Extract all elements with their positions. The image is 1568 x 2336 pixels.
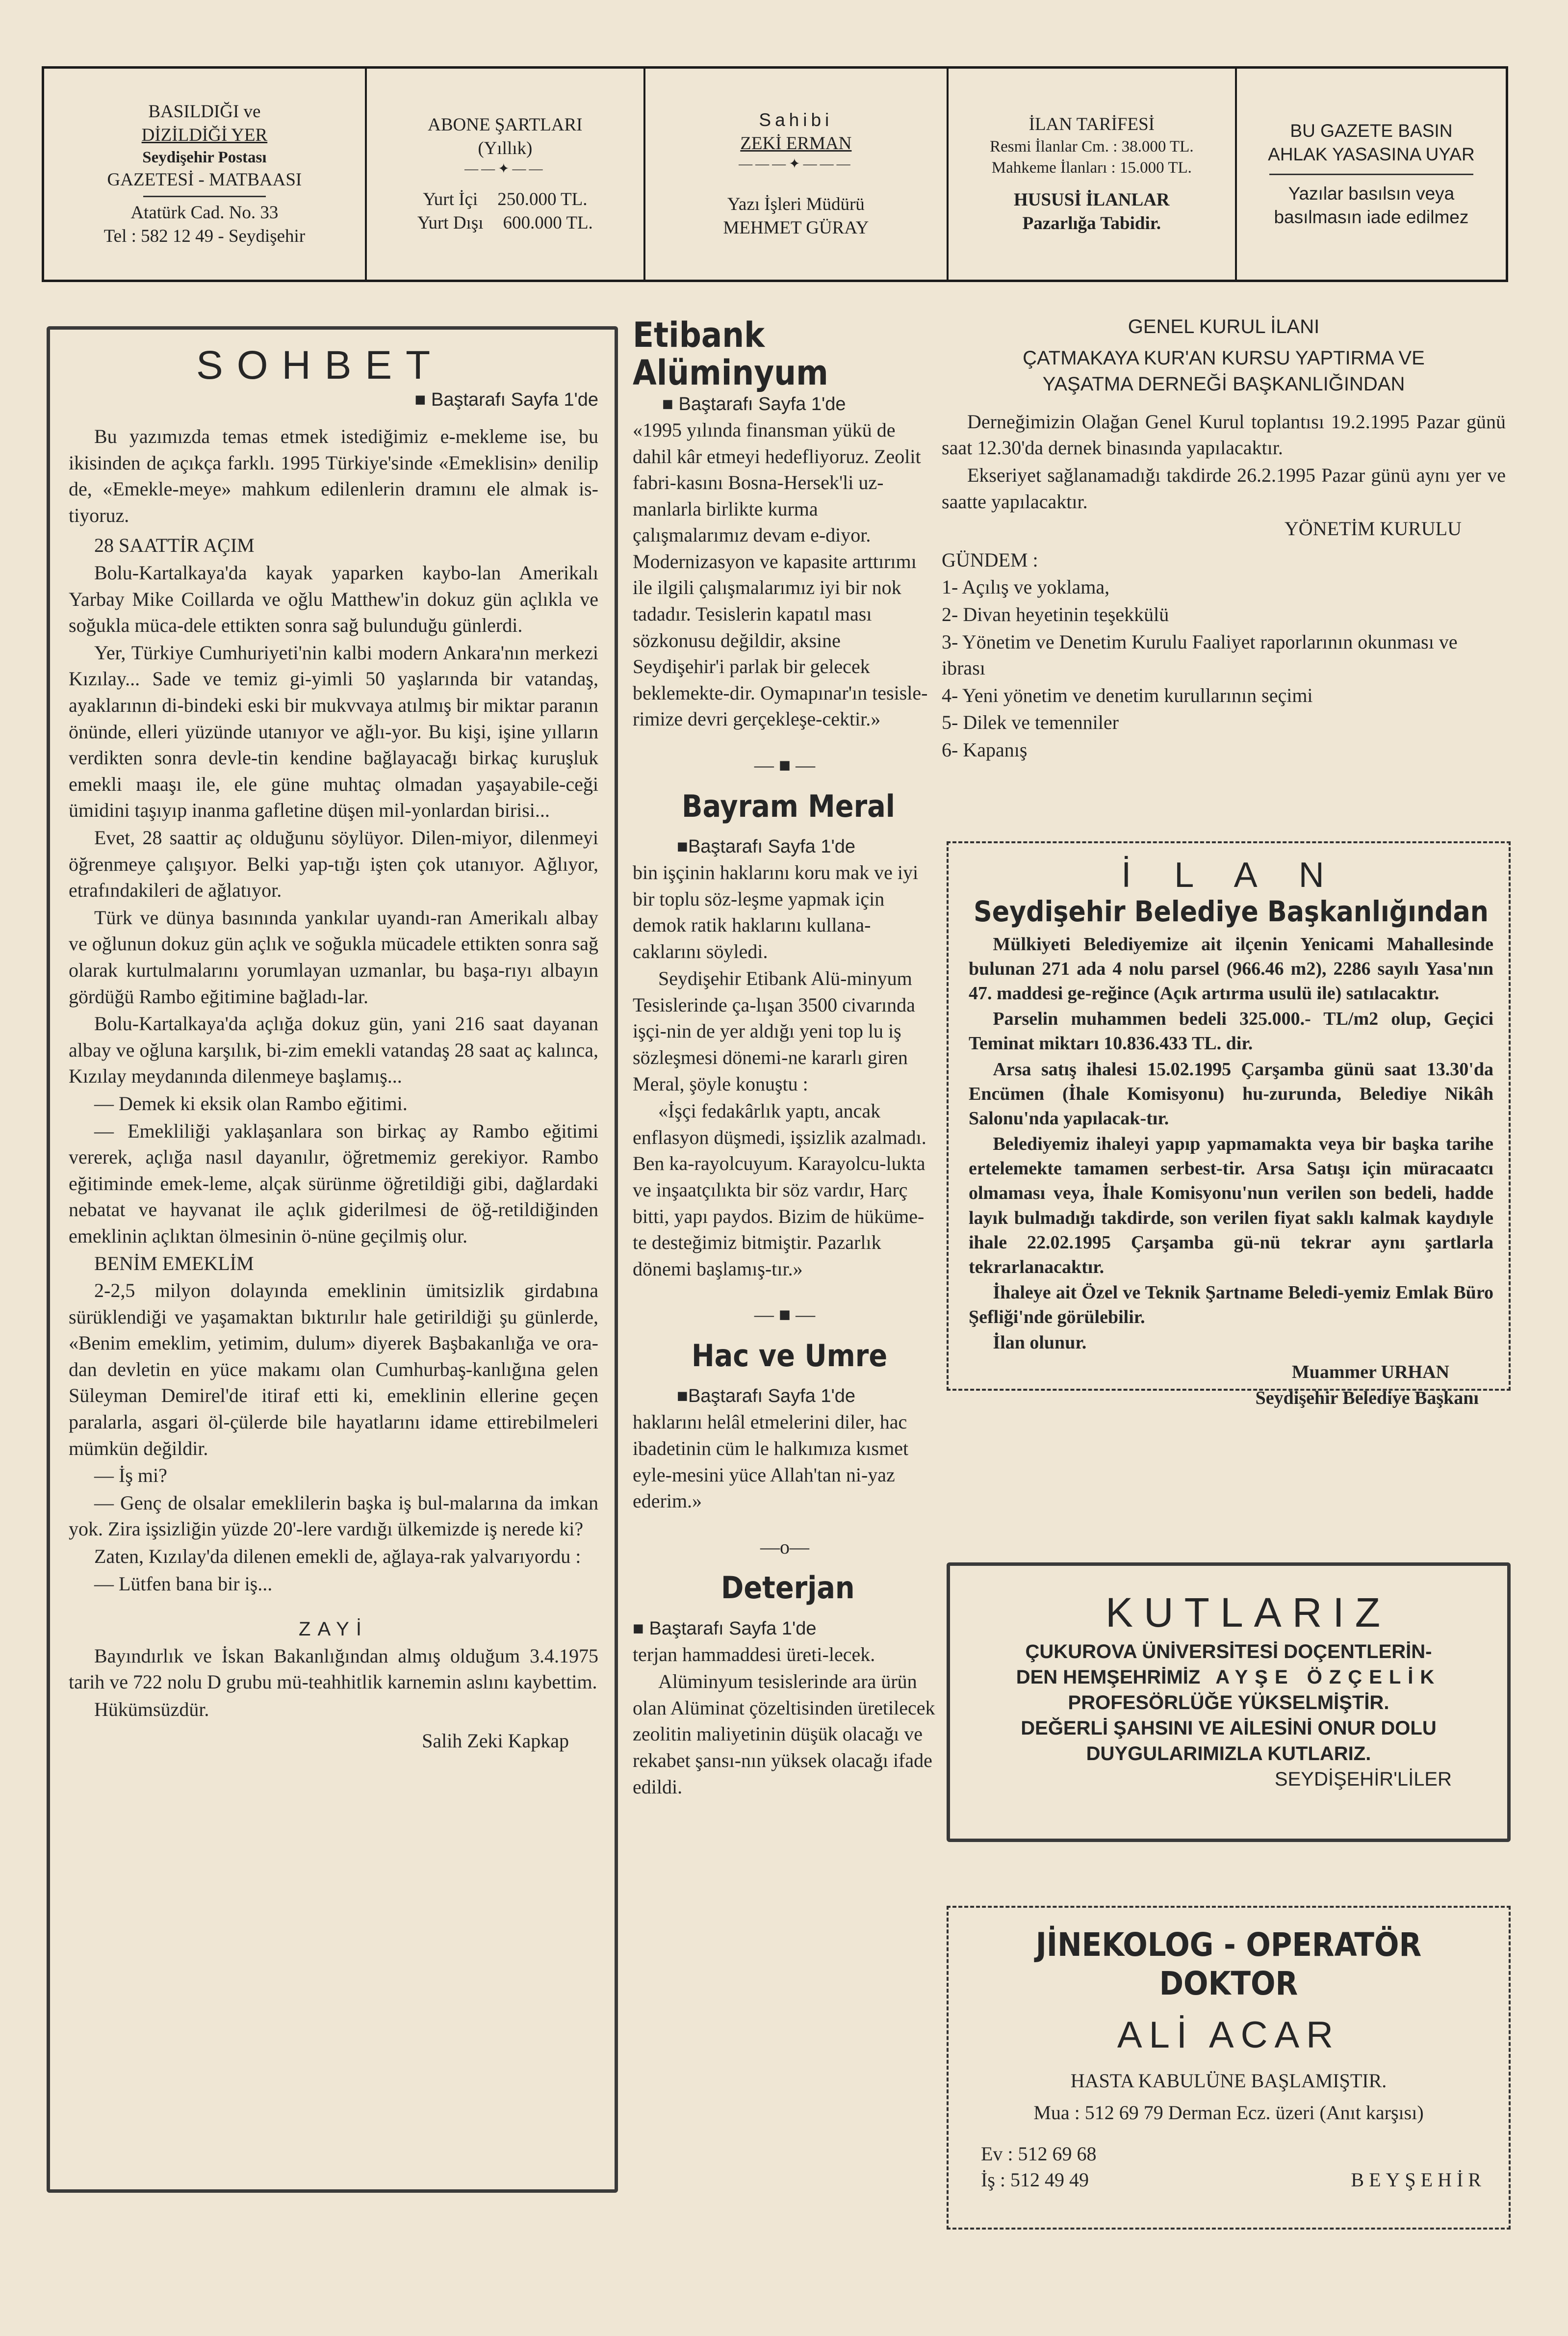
genel-kurul-org1: ÇATMAKAYA KUR'AN KURSU YAPTIRMA VE (1023, 347, 1425, 369)
agenda-item-5: 5- Dilek ve temenniler (942, 711, 1119, 734)
agenda-item-2: 2- Divan heyetinin teşekkülü (942, 603, 1169, 625)
kutlariz-l2: DEN HEMŞEHRİMİZ (1016, 1666, 1201, 1688)
domestic-label: Yurt İçi (423, 189, 478, 210)
press-line5: Atatürk Cad. No. 33 (130, 202, 279, 223)
etibank-cont-text: Baştarafı Sayfa 1'de (678, 394, 846, 415)
etibank-text: «1995 yılında finansman yükü de dahil kâr etmeyi hedefliyoruz. Zeolit fabri-kasını Bosna-Hersek'li uz-manlarla birlikte kurma çalışmalarımız devam e-diyor. Modernizasyon ve kapasite arttırımı ile ilgili çalışmalarımız iyi bir nok tadadır. Tesislerin kapatıl ması sözkonusu değildir, aksine Seydişehir'i parlak bir gelecek beklemekte-dir. Oymapınar'ın tesisle-rimize devri gerçekleşe-cektir.» (633, 418, 928, 730)
tariff-line3: HUSUSİ İLANLAR (1013, 189, 1170, 210)
bayram-cont-text: Baştarafı Sayfa 1'de (688, 836, 855, 857)
genel-kurul (942, 314, 1506, 764)
sohbet-p9: 2-2,5 milyon dolayında emeklinin ümitsizlik girdabına sürüklendiği ve yaşamaktan bıktırılır hale getirildiği şu günlerde, «Benim emeklim, yetimim, dulum» diyerek Başbakanlığa ve ora-dan devletin en yüce makamı olan Cumhurbaş-kanlığına gelen Süleyman Demirel'de itiraf etti ki, emeklinin ellerine geçen paralarla, asgari öl-çülerde bile hayatlarını idame ettirebilmeleri mümkün değildir. (69, 1279, 598, 1459)
doktor-ev: Ev : 512 69 68 (981, 2142, 1097, 2165)
sohbet-article (69, 343, 598, 1755)
tariff-title: İLAN TARİFESİ (1028, 114, 1155, 134)
doktor-is: İş : 512 49 49 (981, 2169, 1089, 2191)
sohbet-p11: — Genç de olsalar emeklilerin başka iş bul-malarına da imkan yok. Zira işsizliğin yüzde 20'-lere vardığı ülkemizde iş nerede ki? (69, 1491, 598, 1540)
hac-title: Hac ve Umre (692, 1338, 888, 1374)
hac-text: haklarını helâl etmelerini diler, hac ibadetinin cüm le halkımıza kısmet eyle-mesini yüce Allah'tan ni-yaz ederim.» (633, 1411, 909, 1512)
bayram-cont: ■Baştarafı Sayfa 1'de (677, 836, 855, 857)
sohbet-cont-text: Baştarafı Sayfa 1'de (431, 389, 598, 411)
masthead-owner (645, 69, 949, 280)
doktor-line1: HASTA KABULÜNE BAŞLAMIŞTIR. (1070, 2069, 1387, 2092)
middle-column (633, 316, 937, 1801)
zayi-end: Hükümsüzdür. (94, 1698, 209, 1720)
etibank-title: Etibank Alüminyum (633, 315, 828, 393)
masthead-tariff (949, 69, 1237, 280)
hac-cont-text: Baştarafı Sayfa 1'de (688, 1386, 855, 1407)
deterjan-cont-text: Baştarafı Sayfa 1'de (649, 1618, 817, 1639)
press-line3: Seydişehir Postası (142, 149, 267, 166)
sohbet-title: SOHBET (196, 343, 444, 388)
hac-sep: —o— (760, 1535, 809, 1558)
sohbet-p2: Bolu-Kartalkaya'da kayak yaparken kaybo-lan Amerikalı Yarbay Mike Coillarda ve oğlu Matthew'in dokuz gün açlıkla ve soğukla müca-dele ettikten sonra sağ bulunduğu günlerdi. (69, 562, 598, 637)
ethics-line2: AHLAK YASASINA UYAR (1268, 144, 1475, 165)
owner-title: Sahibi (759, 109, 833, 130)
press-line2: DİZİLDİĞİ YER (141, 125, 268, 145)
genel-kurul-p1: Derneğimizin Olağan Genel Kurul toplantısı 19.2.1995 Pazar günü saat 12.30'da dernek binasında yapılacaktır. (942, 410, 1506, 459)
sohbet-p12: Zaten, Kızılay'da dilenen emekli de, ağlaya-rak yalvarıyordu : (94, 1545, 581, 1568)
abroad-price: 600.000 TL. (503, 213, 593, 234)
ilan-signer1: Muammer URHAN (1291, 1362, 1449, 1383)
doktor-city: BEYŞEHİR (1351, 2169, 1486, 2191)
masthead (42, 66, 1508, 282)
genel-kurul-p2: Ekseriyet sağlanamadığı takdirde 26.2.1995 Pazar günü aynı yer ve saatte yapılacaktır. (942, 464, 1506, 513)
kutlariz-l4: DEĞERLİ ŞAHSINI VE AİLESİNİ ONUR DOLU (1021, 1717, 1437, 1739)
ethics-divider (1269, 174, 1473, 175)
doktor-line2: Mua : 512 69 79 Derman Ecz. üzeri (Anıt karşısı) (1033, 2102, 1424, 2124)
press-divider (143, 196, 266, 197)
doktor-content (966, 1925, 1491, 2193)
sohbet-h1: 28 SAATTİR AÇIM (94, 534, 255, 557)
sohbet-cont: ■ Baştarafı Sayfa 1'de (414, 389, 598, 411)
tariff-line4: Pazarlığa Tabidir. (1022, 213, 1161, 234)
genel-kurul-org2: YAŞATMA DERNEĞİ BAŞKANLIĞINDAN (1042, 373, 1405, 395)
kutlariz-signer: SEYDİŞEHİR'LİLER (1274, 1768, 1452, 1790)
deterjan-p2: Alüminyum tesislerinde ara ürün olan Alüminat çözeltisinden üretilecek zeolitin maliyetinin düşük olacağı ve rekabet şansı-nın yüksek olacağı ifade edildi. (633, 1670, 935, 1798)
kutlariz-title: KUTLARIZ (1105, 1589, 1391, 1635)
abroad-label: Yurt Dışı (417, 213, 484, 234)
deterjan-title: Deterjan (721, 1570, 855, 1606)
bayram-title: Bayram Meral (682, 788, 895, 824)
ornament-icon: ———✦——— (739, 156, 853, 172)
sohbet-h2: BENİM EMEKLİM (94, 1252, 254, 1274)
ilan-p6: İlan olunur. (993, 1332, 1087, 1353)
editor-title: Yazı İşleri Müdürü (727, 194, 865, 215)
kutlariz-content (966, 1589, 1491, 1792)
genel-kurul-title: GENEL KURUL İLANI (1128, 316, 1320, 337)
kutlariz-l3: PROFESÖRLÜĞE YÜKSELMİŞTİR. (1068, 1692, 1389, 1713)
etibank-sep: — ■ — (754, 754, 816, 777)
ilan-p5: İhaleye ait Özel ve Teknik Şartname Beledi-yemiz Emlak Büro Şefliği'nde görülebilir. (969, 1282, 1493, 1328)
ilan-subtitle: Seydişehir Belediye Başkanlığından (974, 895, 1489, 929)
ilan-signer2: Seydişehir Belediye Başkanı (1255, 1387, 1479, 1408)
masthead-press (44, 69, 367, 280)
agenda-item-1: 1- Açılış ve yoklama, (942, 576, 1110, 598)
zayi-text: Bayındırlık ve İskan Bakanlığından almış olduğum 3.4.1975 tarih ve 722 nolu D grubu mü-teahhitlik karnemin aslını kaybettim. (69, 1644, 598, 1693)
bayram-p1: bin işçinin haklarını koru mak ve iyi bir toplu söz-leşme yapmak için demok ratik haklarını kullana-caklarını söyledi. (633, 861, 919, 962)
kutlariz-l2-row (966, 1664, 1491, 1690)
deterjan-p1: terjan hammaddesi üreti-lecek. (633, 1643, 875, 1665)
zayi-title: ZAYİ (299, 1618, 368, 1640)
hac-cont: ■Baştarafı Sayfa 1'de (677, 1386, 855, 1407)
kutlariz-l5: DUYGULARIMIZLA KUTLARIZ. (1086, 1743, 1371, 1765)
bayram-p2: Seydişehir Etibank Alü-minyum Tesislerinde ça-lışan 3500 civarında işçi-nin de yer aldığı yeni top lu iş sözleşmesi dönemi-ne kararlı giren Meral, şöyle konuştu : (633, 967, 915, 1095)
kutlariz-name: AYŞE ÖZÇELİK (1215, 1666, 1441, 1688)
etibank-cont: ■ Baştarafı Sayfa 1'de (662, 394, 846, 415)
agenda-title: GÜNDEM : (942, 548, 1038, 571)
sohbet-p4: Evet, 28 saattir aç olduğunu söylüyor. Dilen-miyor, dilenmeyi öğrenmeye çalışıyor. Belki yap-tığı işten çok utanıyor. Ağlıyor, etrafındakileri de ağlatıyor. (69, 827, 598, 902)
agenda-item-4: 4- Yeni yönetim ve denetim kurullarının seçimi (942, 684, 1313, 706)
ethics-line4: basılmasın iade edilmez (1274, 207, 1469, 227)
press-line1: BASILDIĞI ve (148, 101, 261, 122)
press-line6: Tel : 582 12 49 - Seydişehir (103, 226, 306, 247)
masthead-ethics (1237, 69, 1506, 280)
sohbet-p5: Türk ve dünya basınında yankılar uyandı-ran Amerikalı albay ve oğlunun dokuz gün açlık ve soğukla mücadele ettikten sonra sağ olarak kurtulmalarını yorumlayan uzmanlar, bu başa-rıyı albayın gördüğü Rambo eğitimine bağladı-lar. (69, 906, 598, 1008)
ilan-p4: Belediyemiz ihaleyi yapıp yapmamakta veya bir başka tarihe ertelemekte tamamen serbest-tir. Arsa Satışı için müracaatcı olmaması veya, İhale Komisyonu'nun verilen son bedeli, hadde layık bulmadığı takdirde, son verilen fiyat saklı kalmak kaydıyle ihale 22.02.1995 Çarşamba gü-nü tekrar aynı şartlarla tekrarlanacaktır. (969, 1134, 1493, 1277)
ornament-icon: ——✦—— (464, 161, 546, 177)
subscription-title: ABONE ŞARTLARI (428, 114, 583, 135)
subscription-sub: (Yıllık) (478, 138, 533, 158)
masthead-subscription (367, 69, 645, 280)
ilan-content (969, 856, 1493, 1411)
bayram-sep: — ■ — (754, 1303, 816, 1326)
kutlariz-l1: ÇUKUROVA ÜNİVERSİTESİ DOÇENTLERİN- (1025, 1641, 1432, 1662)
agenda-item-6: 6- Kapanış (942, 738, 1028, 761)
sohbet-p10: — İş mi? (94, 1464, 167, 1487)
bayram-p3: «İşçi fedakârlık yaptı, ancak enflasyon düşmedi, işsizlik azalmadı. Ben ka-rayolcuyum. Karayolcu-lukta ve inşaatçılıkta bir söz vardır, Harç bitti, yapı paydos. Bizim de hüküme-te desteğimiz bitmiştir. Pazarlık dönemi başlamış-tır.» (633, 1100, 926, 1280)
press-line4: GAZETESİ - MATBAASI (107, 169, 302, 190)
genel-kurul-signer: YÖNETİM KURULU (1284, 518, 1462, 540)
ilan-p2: Parselin muhammen bedeli 325.000.- TL/m2 olup, Geçici Teminat miktarı 10.836.433 TL. dir. (969, 1009, 1493, 1054)
sohbet-p7: — Demek ki eksik olan Rambo eğitimi. (94, 1092, 408, 1115)
tariff-line1: Resmi İlanlar Cm. : 38.000 TL. (990, 138, 1194, 156)
doktor-name: ALİ ACAR (1117, 2014, 1340, 2056)
ilan-p3: Arsa satış ihalesi 15.02.1995 Çarşamba günü saat 13.30'da Encümen (İhale Komisyonu) hu-zurunda, Belediye Nikâh Salonu'nda yapılacak-tır. (969, 1059, 1493, 1129)
sohbet-p1: Bu yazımızda temas etmek istediğimiz e-mekleme ise, bu ikisinden de açıkça farklı. 1995 Türkiye'sinde «Emeklisin» denilip de, «Emekle-meye» mahkum edilenlerin dramını ele almak is-tiyoruz. (69, 425, 598, 526)
sohbet-p3: Yer, Türkiye Cumhuriyeti'nin kalbi modern Ankara'nın merkezi Kızılay... Sade ve temiz gi-yimli 50 yaşlarında bir vatandaş, ayaklarının di-bindeki eski bir mukvvaya atılmış bir miktar paranın önünde, elleri yüzünde utanıyor ve ağlı-yor. Bu kişi, işine yılların verdikten sonra devle-tin kendine bağlayacağı birkaç kuruşluk emekli maaşı ile, ele güne muhtaç olmadan yaşayabile-ceği ümidini taşıyıp inanma gafletine düşen mil-yonlardan birisi... (69, 641, 598, 822)
ilan-title: İ L A N (1121, 856, 1341, 895)
sohbet-p8: — Emekliliği yaklaşanlara son birkaç ay Rambo eğitimi vererek, açlığa nasıl dayanılır, öğretmemiz gerekiyor. Rambo eğitiminde emek-leme, alçak sürünme öğretildiği gibi, dağlardaki nebatat ve hayvanat ile açlık giderilmesi de öğ-retildiğinden emeklinin açlıktan ölmesinin ö-nüne geçilmiş olur. (69, 1119, 598, 1247)
sohbet-author: Salih Zeki Kapkap (422, 1729, 569, 1752)
tariff-line2: Mahkeme İlanları : 15.000 TL. (991, 158, 1192, 177)
agenda-item-3: 3- Yönetim ve Denetim Kurulu Faaliyet raporlarının okunması ve ibrası (942, 630, 1458, 679)
sohbet-p13: — Lütfen bana bir iş... (94, 1572, 273, 1595)
ethics-line3: Yazılar basılsın veya (1288, 183, 1455, 204)
owner-name: ZEKİ ERMAN (740, 133, 852, 154)
ilan-p1: Mülkiyeti Belediyemize ait ilçenin Yenicami Mahallesinde bulunan 271 ada 4 nolu parsel (966.46 m2), 2286 sayılı Yasa'nın 47. maddesi ge-reğince (Açık artırma usulü ile) satılacaktır. (969, 934, 1493, 1004)
doktor-title: JİNEKOLOG - OPERATÖR DOKTOR (1035, 1926, 1422, 2003)
sohbet-p6: Bolu-Kartalkaya'da açlığa dokuz gün, yani 216 saat dayanan albay ve oğluna karşılık, bi-zim emekli vatandaş 28 saat aç kalınca, Kızılay meydanında dilenmeye başlamış... (69, 1012, 598, 1088)
deterjan-cont: ■ Baştarafı Sayfa 1'de (633, 1618, 817, 1639)
editor-name: MEHMET GÜRAY (723, 218, 869, 238)
domestic-price: 250.000 TL. (497, 189, 588, 210)
ethics-line1: BU GAZETE BASIN (1290, 121, 1453, 141)
